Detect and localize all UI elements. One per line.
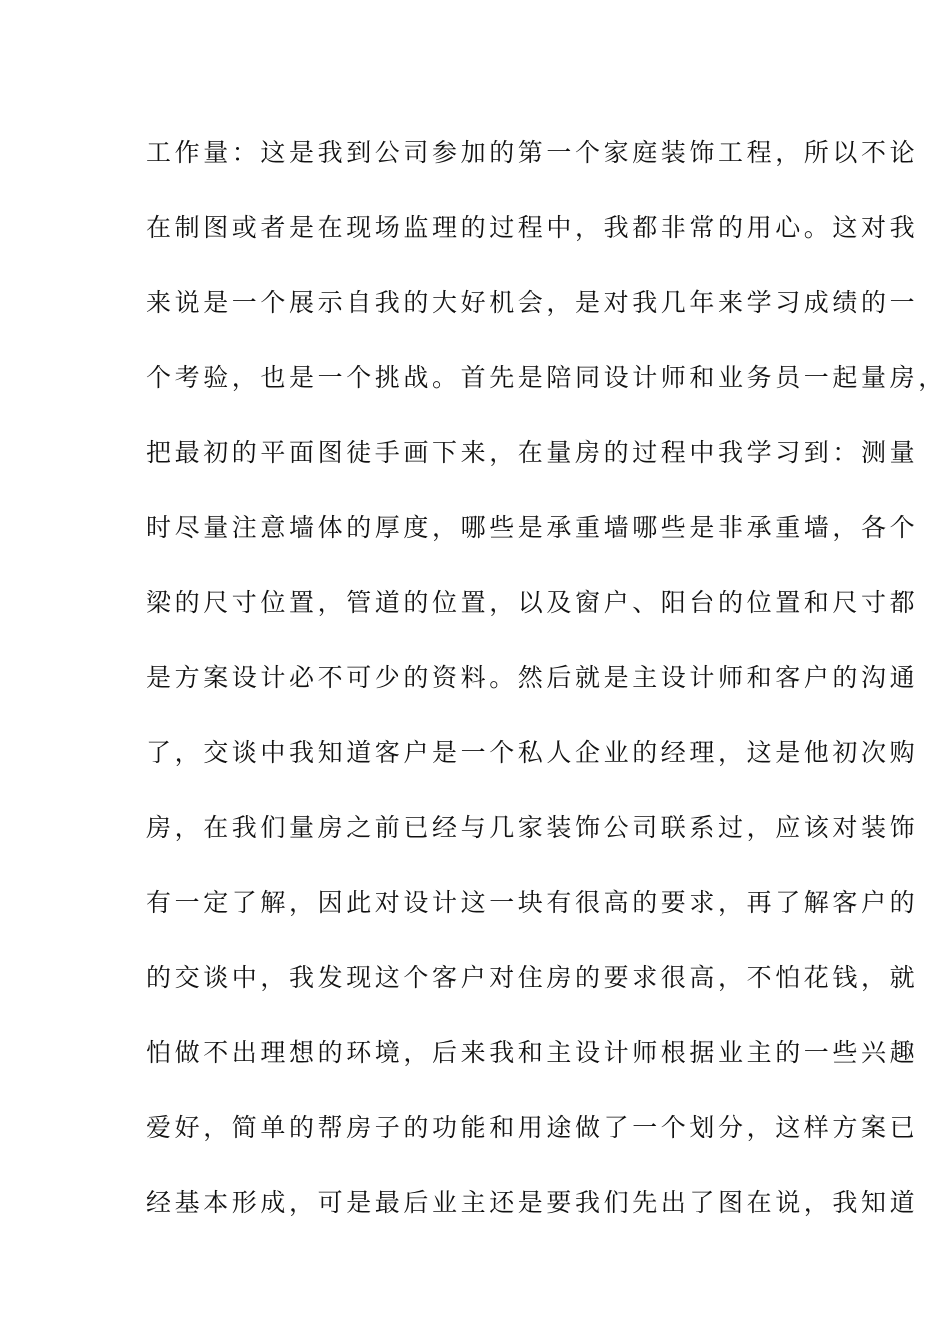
text-line: 怕做不出理想的环境，后来我和主设计师根据业主的一些兴趣 — [146, 1038, 919, 1067]
text-line: 爱好，简单的帮房子的功能和用途做了一个划分，这样方案已 — [146, 1113, 919, 1142]
text-line: 把最初的平面图徒手画下来，在量房的过程中我学习到：测量 — [146, 438, 919, 467]
text-line: 的交谈中，我发现这个客户对住房的要求很高，不怕花钱，就 — [146, 963, 919, 992]
text-line: 房，在我们量房之前已经与几家装饰公司联系过，应该对装饰 — [146, 813, 919, 842]
text-line: 工作量：这是我到公司参加的第一个家庭装饰工程，所以不论 — [146, 138, 919, 167]
text-line: 个考验，也是一个挑战。首先是陪同设计师和业务员一起量房， — [146, 363, 947, 392]
text-line: 在制图或者是在现场监理的过程中，我都非常的用心。这对我 — [146, 213, 919, 242]
text-line: 经基本形成，可是最后业主还是要我们先出了图在说，我知道 — [146, 1188, 919, 1217]
text-line: 是方案设计必不可少的资料。然后就是主设计师和客户的沟通 — [146, 663, 919, 692]
text-line: 梁的尺寸位置，管道的位置，以及窗户、阳台的位置和尺寸都 — [146, 588, 919, 617]
text-line: 有一定了解，因此对设计这一块有很高的要求，再了解客户的 — [146, 888, 919, 917]
text-line: 了，交谈中我知道客户是一个私人企业的经理，这是他初次购 — [146, 738, 919, 767]
text-line: 来说是一个展示自我的大好机会，是对我几年来学习成绩的一 — [146, 288, 919, 317]
text-line: 时尽量注意墙体的厚度，哪些是承重墙哪些是非承重墙，各个 — [146, 513, 919, 542]
